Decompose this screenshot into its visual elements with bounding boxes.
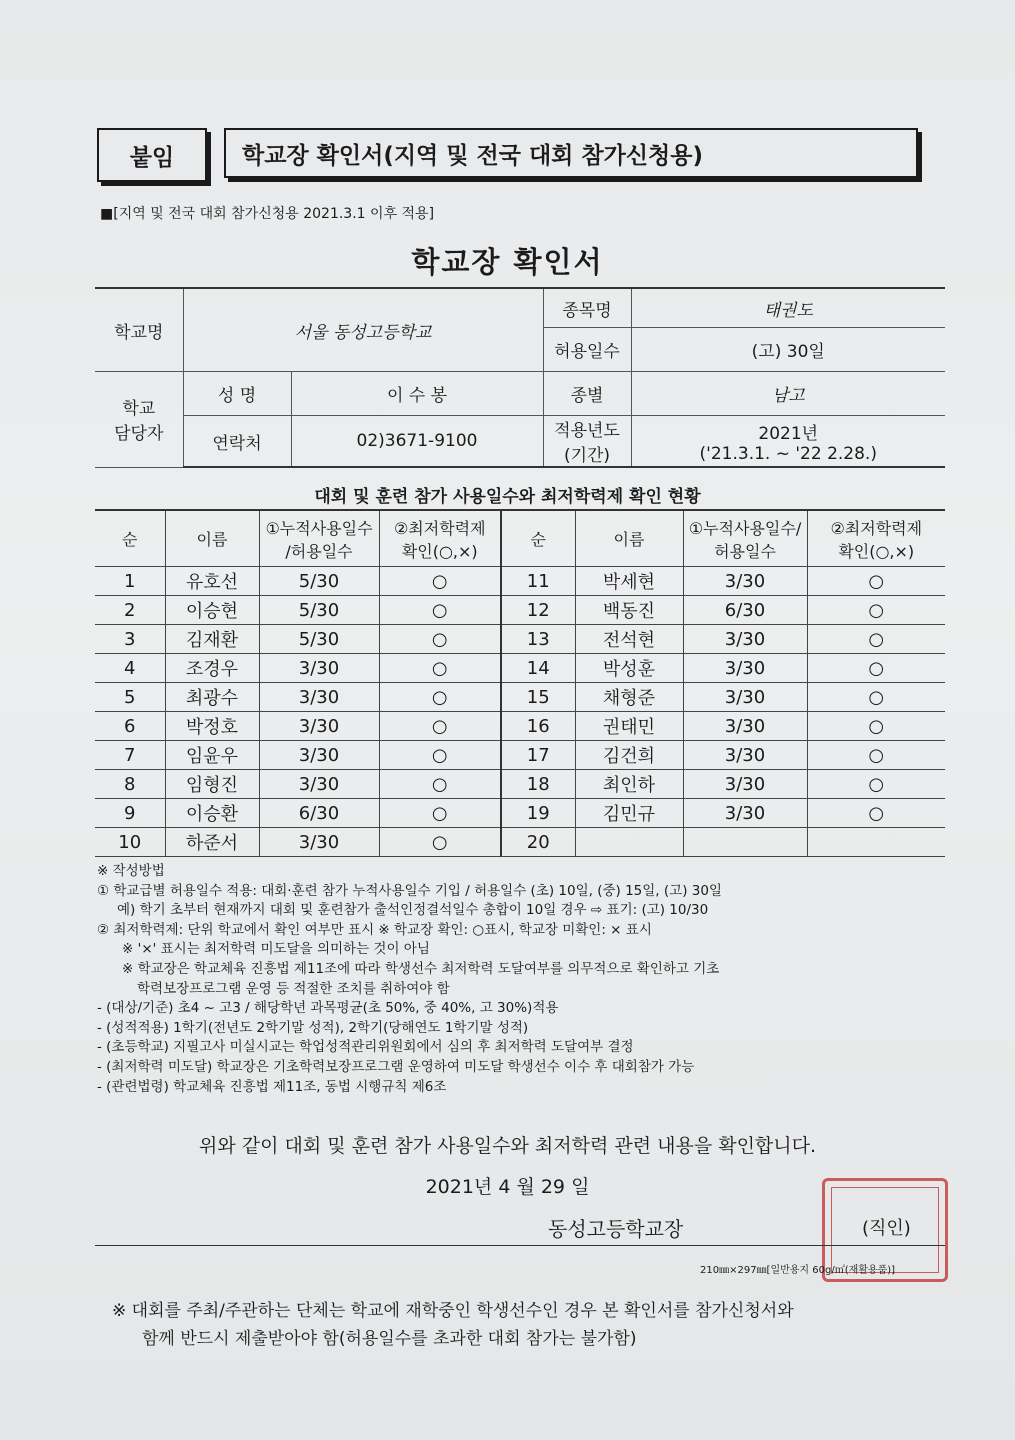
cell-check: ○ [807,712,945,741]
cell-check: ○ [379,712,501,741]
table-row [95,770,945,799]
header-check: ②최저학력제 확인(○,×) [379,510,501,567]
cell-days: 3/30 [259,654,379,683]
instruction-line: - (관련법령) 학교체육 진흥법 제11조, 동법 시행규칙 제6조 [97,1078,447,1095]
cell-no: 18 [501,770,575,799]
header-days: ①누적사용일수/ 허용일수 [683,510,807,567]
cell-no: 13 [501,625,575,654]
participation-table [95,509,945,857]
cell-check: ○ [379,625,501,654]
cell-no: 12 [501,596,575,625]
table-row [95,741,945,770]
sport-value: 태권도 [631,288,945,328]
cell-days: 3/30 [683,625,807,654]
cell-days: 3/30 [683,567,807,596]
header-check: ②최저학력제 확인(○,×) [807,510,945,567]
cell-days: 3/30 [683,654,807,683]
cell-check: ○ [807,567,945,596]
document-date: 2021년 4 월 29 일 [425,1176,590,1198]
cell-name: 백동진 [575,596,683,625]
cell-name [575,828,683,857]
year-label: 적용년도 (기간) [543,416,631,468]
cell-check [807,828,945,857]
cell-check: ○ [379,828,501,857]
cell-days: 3/30 [683,799,807,828]
document-title: 학교장 확인서 [411,245,604,279]
instruction-line: ① 학교급별 허용일수 적용: 대회·훈련 참가 누적사용일수 기입 / 허용일수 (초) 10일, (중) 15일, (고) 30일 [97,882,722,899]
cell-name: 권태민 [575,712,683,741]
cell-name: 최인하 [575,770,683,799]
cell-name: 박성훈 [575,654,683,683]
cell-check: ○ [807,741,945,770]
cell-days: 3/30 [259,741,379,770]
header-title: 학교장 확인서(지역 및 전국 대회 참가신청용) [224,128,918,178]
cell-name: 이승환 [165,799,259,828]
school-info-table [95,287,945,468]
cell-no: 19 [501,799,575,828]
cell-no: 2 [95,596,165,625]
cell-days: 3/30 [683,770,807,799]
table-row [95,712,945,741]
header-no: 순 [501,510,575,567]
cell-check: ○ [807,683,945,712]
allowed-days-value: (고) 30일 [631,328,945,372]
divider [95,1245,945,1246]
cell-name: 김건희 [575,741,683,770]
table-row [95,799,945,828]
cell-check: ○ [379,770,501,799]
instructions [97,862,947,1097]
cell-name: 김민규 [575,799,683,828]
instruction-line: - (최저학력 미도달) 학교장은 기초학력보장프로그램 운영하여 미도달 학생선수 이수 후 대회참가 가능 [97,1058,695,1075]
cell-no: 15 [501,683,575,712]
cell-no: 17 [501,741,575,770]
year-value: 2021년 ('21.3.1. ~ '22 2.28.) [631,416,945,468]
cell-no: 9 [95,799,165,828]
cell-name: 임윤우 [165,741,259,770]
confirmation-statement: 위와 같이 대회 및 훈련 참가 사용일수와 최저학력 관련 내용을 확인합니다. [198,1135,817,1157]
cell-no: 8 [95,770,165,799]
cell-days: 6/30 [683,596,807,625]
table-row [95,596,945,625]
cell-no: 11 [501,567,575,596]
cell-check: ○ [379,567,501,596]
contact-person-label: 학교 담당자 [95,372,183,468]
cell-check: ○ [807,799,945,828]
cell-days: 3/30 [259,770,379,799]
table-row [95,683,945,712]
cell-days: 5/30 [259,625,379,654]
instruction-line: - (초등학교) 지필고사 미실시교는 학업성적관리위원회에서 심의 후 최저학력 도달여부 결정 [97,1039,634,1056]
cell-name: 전석현 [575,625,683,654]
submission-note: ※ 대회를 주최/주관하는 단체는 학교에 재학중인 학생선수인 경우 본 확인서를 참가신청서와 함께 반드시 제출받아야 함(허용일수를 초과한 대회 참가는 불가함) [112,1301,794,1349]
cell-no: 7 [95,741,165,770]
cell-name: 최광수 [165,683,259,712]
cell-check: ○ [807,770,945,799]
cell-no: 1 [95,567,165,596]
instruction-line: ※ 작성방법 [97,863,165,879]
cell-days: 3/30 [683,741,807,770]
cell-name: 채형준 [575,683,683,712]
gender-label: 종별 [543,372,631,416]
cell-name: 조경우 [165,654,259,683]
cell-name: 박세현 [575,567,683,596]
seal-label: (직인) [862,1218,911,1239]
phone-label: 연락처 [183,416,291,468]
header-name: 이름 [165,510,259,567]
instruction-line: 예) 학기 초부터 현재까지 대회 및 훈련참가 출석인정결석일수 총합이 10일 경우 ⇨ 표기: (고) 10/30 [117,902,709,919]
cell-name: 임형진 [165,770,259,799]
cell-no: 20 [501,828,575,857]
cell-check: ○ [379,596,501,625]
principal-name: 동성고등학교장 [548,1217,684,1241]
cell-check: ○ [807,596,945,625]
instruction-line: 학력보장프로그램 운영 등 적절한 조치를 취하여야 함 [137,980,450,997]
cell-check: ○ [807,625,945,654]
cell-days: 3/30 [259,712,379,741]
cell-check: ○ [379,654,501,683]
header-name: 이름 [575,510,683,567]
table-row [95,625,945,654]
header-no: 순 [95,510,165,567]
gender-value: 남고 [631,372,945,416]
header-days: ①누적사용일수 /허용일수 [259,510,379,567]
cell-days: 3/30 [683,712,807,741]
cell-check: ○ [807,654,945,683]
cell-days: 5/30 [259,567,379,596]
attachment-tag: 붙임 [97,128,207,182]
school-value: 서울 동성고등학교 [183,288,543,372]
cell-days: 3/30 [683,683,807,712]
cell-days: 6/30 [259,799,379,828]
name-value: 이 수 봉 [291,372,543,416]
phone-value: 02)3671-9100 [291,416,543,468]
cell-no: 14 [501,654,575,683]
cell-days: 5/30 [259,596,379,625]
cell-check: ○ [379,741,501,770]
cell-days: 3/30 [259,828,379,857]
instruction-line: ※ '×' 표시는 최저학력 미도달을 의미하는 것이 아님 [122,941,430,958]
instruction-line: - (대상/기준) 초4 ~ 고3 / 해당학년 과목평균(초 50%, 중 40%, 고 30%)적용 [97,1000,559,1017]
paper-spec: 210㎜×297㎜[일반용지 60g/㎡(재활용품)] [700,1265,896,1276]
cell-no: 4 [95,654,165,683]
cell-no: 5 [95,683,165,712]
cell-no: 3 [95,625,165,654]
name-label: 성 명 [183,372,291,416]
cell-days: 3/30 [259,683,379,712]
cell-name: 박정호 [165,712,259,741]
cell-check: ○ [379,799,501,828]
cell-no: 16 [501,712,575,741]
cell-name: 이승현 [165,596,259,625]
instruction-line: - (성적적용) 1학기(전년도 2학기말 성적), 2학기(당해연도 1학기말 성적) [97,1019,529,1036]
table-row [95,567,945,596]
cell-days [683,828,807,857]
applicability-note: ■[지역 및 전국 대회 참가신청용 2021.3.1 이후 적용] [100,206,435,222]
cell-check: ○ [379,683,501,712]
cell-no: 6 [95,712,165,741]
instruction-line: ※ 학교장은 학교체육 진흥법 제11조에 따라 학생선수 최저학력 도달여부를 의무적으로 확인하고 기초 [122,960,720,977]
instruction-line: ② 최저학력제: 단위 학교에서 확인 여부만 표시 ※ 학교장 확인: ○표시, 학교장 미확인: × 표시 [97,921,652,938]
sport-label: 종목명 [543,288,631,328]
status-subtitle: 대회 및 훈련 참가 사용일수와 최저학력제 확인 현황 [314,487,701,507]
cell-name: 유호선 [165,567,259,596]
table-row [95,828,945,857]
table-row [95,654,945,683]
allowed-days-label: 허용일수 [543,328,631,372]
cell-no: 10 [95,828,165,857]
school-label: 학교명 [95,288,183,372]
cell-name: 김재환 [165,625,259,654]
cell-name: 하준서 [165,828,259,857]
